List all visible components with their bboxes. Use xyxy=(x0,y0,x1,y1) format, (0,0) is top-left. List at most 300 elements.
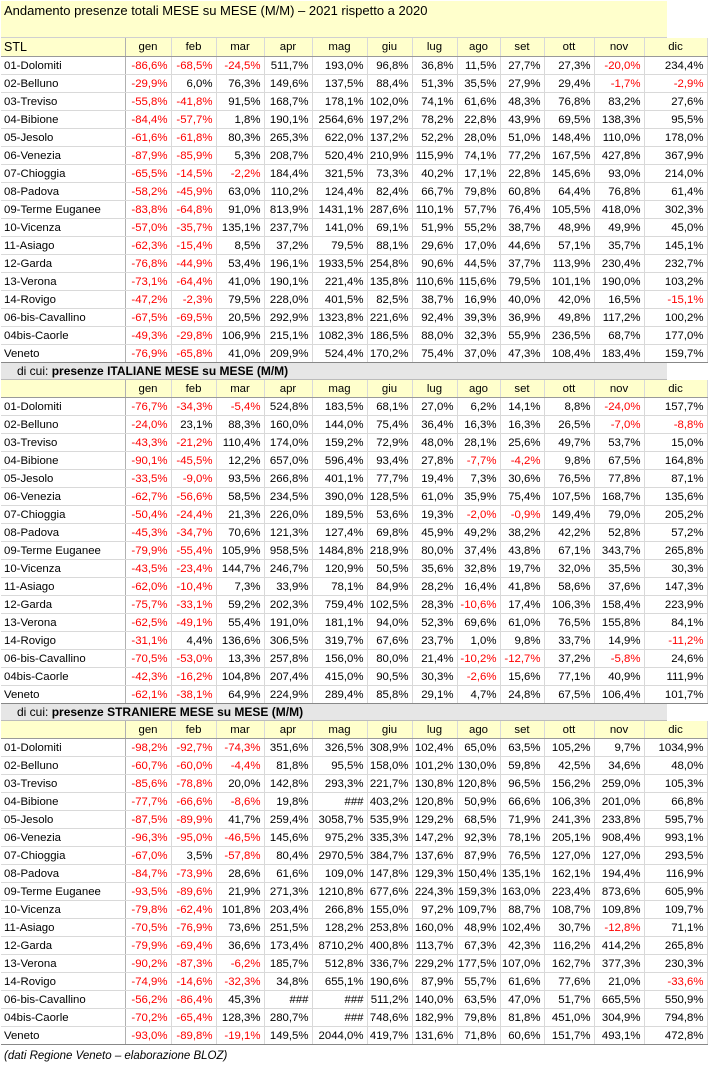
value-cell: 155,0% xyxy=(367,901,412,919)
value-cell: 596,4% xyxy=(312,452,367,470)
value-cell: -62,5% xyxy=(125,614,171,632)
month-header: feb xyxy=(171,38,216,57)
value-cell: 427,8% xyxy=(594,147,644,165)
value-cell: 48,3% xyxy=(500,93,544,111)
value-cell: 108,4% xyxy=(544,345,594,363)
month-header: mar xyxy=(216,380,264,398)
header-label xyxy=(1,380,125,398)
value-cell: 280,7% xyxy=(264,1009,312,1027)
table-row xyxy=(1,578,707,596)
value-cell: 107,0% xyxy=(500,955,544,973)
value-cell: 21,9% xyxy=(216,883,264,901)
header-label xyxy=(1,721,125,739)
value-cell: 259,0% xyxy=(594,775,644,793)
value-cell: 33,9% xyxy=(264,578,312,596)
value-cell: 319,7% xyxy=(312,632,367,650)
value-cell: -79,9% xyxy=(125,542,171,560)
value-cell: 41,0% xyxy=(216,345,264,363)
value-cell: 415,0% xyxy=(312,668,367,686)
value-cell: 178,0% xyxy=(644,129,707,147)
value-cell: 308,9% xyxy=(367,739,412,757)
value-cell: 226,0% xyxy=(264,506,312,524)
value-cell: 306,5% xyxy=(264,632,312,650)
value-cell: 149,4% xyxy=(544,506,594,524)
table-row xyxy=(1,955,707,973)
month-header: nov xyxy=(594,721,644,739)
row-label: 12-Garda xyxy=(1,937,125,955)
value-cell: 32,3% xyxy=(457,327,500,345)
value-cell: 63,0% xyxy=(216,183,264,201)
value-cell: 77,6% xyxy=(544,973,594,991)
value-cell: -67,5% xyxy=(125,309,171,327)
value-cell: 343,7% xyxy=(594,542,644,560)
row-label: 02-Belluno xyxy=(1,416,125,434)
value-cell: 28,2% xyxy=(412,578,457,596)
value-cell: 131,6% xyxy=(412,1027,457,1045)
value-cell: 14,1% xyxy=(500,398,544,416)
value-cell: 81,8% xyxy=(264,757,312,775)
value-cell: 78,1% xyxy=(312,578,367,596)
value-cell: 136,6% xyxy=(216,632,264,650)
month-header: mag xyxy=(312,380,367,398)
header-row xyxy=(1,380,707,398)
value-cell: -73,1% xyxy=(125,273,171,291)
table-row xyxy=(1,668,707,686)
value-cell: -78,8% xyxy=(171,775,216,793)
value-cell: 64,9% xyxy=(216,686,264,704)
value-cell: -67,0% xyxy=(125,847,171,865)
value-cell: -45,5% xyxy=(171,452,216,470)
value-cell: 326,5% xyxy=(312,739,367,757)
value-cell: 41,8% xyxy=(500,578,544,596)
value-cell: 2970,5% xyxy=(312,847,367,865)
value-cell: 55,4% xyxy=(216,614,264,632)
value-cell: -2,3% xyxy=(171,291,216,309)
row-label: 06-bis-Cavallino xyxy=(1,650,125,668)
value-cell: 36,4% xyxy=(412,416,457,434)
row-label: 03-Treviso xyxy=(1,93,125,111)
value-cell: 167,5% xyxy=(544,147,594,165)
row-label: 14-Rovigo xyxy=(1,291,125,309)
value-cell: -10,6% xyxy=(457,596,500,614)
table-row xyxy=(1,686,707,704)
value-cell: -56,2% xyxy=(125,991,171,1009)
value-cell: -9,0% xyxy=(171,470,216,488)
value-cell: -76,9% xyxy=(171,919,216,937)
value-cell: -8,6% xyxy=(216,793,264,811)
value-cell: 82,4% xyxy=(367,183,412,201)
value-cell: 158,0% xyxy=(367,757,412,775)
value-cell: -43,5% xyxy=(125,560,171,578)
value-cell: 61,0% xyxy=(500,614,544,632)
value-cell: 90,5% xyxy=(367,668,412,686)
value-cell: 197,2% xyxy=(367,111,412,129)
value-cell: -4,2% xyxy=(500,452,544,470)
value-cell: -55,4% xyxy=(171,542,216,560)
value-cell: 8,8% xyxy=(544,398,594,416)
value-cell: 27,3% xyxy=(544,57,594,75)
value-cell: 159,7% xyxy=(644,345,707,363)
value-cell: 145,1% xyxy=(644,237,707,255)
value-cell: 9,8% xyxy=(500,632,544,650)
value-cell: 55,2% xyxy=(457,219,500,237)
value-cell: 63,5% xyxy=(500,739,544,757)
value-cell: 16,5% xyxy=(594,291,644,309)
row-label: 04bis-Caorle xyxy=(1,668,125,686)
value-cell: 135,1% xyxy=(500,865,544,883)
value-cell: -19,1% xyxy=(216,1027,264,1045)
value-cell: 975,2% xyxy=(312,829,367,847)
value-cell: -76,7% xyxy=(125,398,171,416)
table-row xyxy=(1,793,707,811)
value-cell: -62,1% xyxy=(125,686,171,704)
value-cell: 292,9% xyxy=(264,309,312,327)
value-cell: -89,9% xyxy=(171,811,216,829)
value-cell: 993,1% xyxy=(644,829,707,847)
value-cell: 128,5% xyxy=(367,488,412,506)
value-cell: 38,2% xyxy=(500,524,544,542)
value-cell: -29,8% xyxy=(171,327,216,345)
value-cell: -76,9% xyxy=(125,345,171,363)
value-cell: 117,2% xyxy=(594,309,644,327)
value-cell: -98,2% xyxy=(125,739,171,757)
value-cell: 95,5% xyxy=(644,111,707,129)
value-cell: 110,4% xyxy=(216,434,264,452)
value-cell: 1082,3% xyxy=(312,327,367,345)
value-cell: 48,9% xyxy=(457,919,500,937)
value-cell: -57,7% xyxy=(171,111,216,129)
value-cell: 106,4% xyxy=(594,686,644,704)
value-cell: 21,4% xyxy=(412,650,457,668)
value-cell: -34,7% xyxy=(171,524,216,542)
value-cell: -64,8% xyxy=(171,201,216,219)
value-cell: 84,1% xyxy=(644,614,707,632)
value-cell: 58,5% xyxy=(216,488,264,506)
table-row xyxy=(1,327,707,345)
value-cell: -14,6% xyxy=(171,973,216,991)
value-cell: 21,0% xyxy=(594,973,644,991)
value-cell: -11,2% xyxy=(644,632,707,650)
row-label: 05-Jesolo xyxy=(1,811,125,829)
value-cell: -14,5% xyxy=(171,165,216,183)
value-cell: 511,7% xyxy=(264,57,312,75)
value-cell: 78,1% xyxy=(500,829,544,847)
value-cell: -15,4% xyxy=(171,237,216,255)
value-cell: 76,8% xyxy=(594,183,644,201)
value-cell: 1,0% xyxy=(457,632,500,650)
section-prefix: di cui: xyxy=(17,705,49,719)
value-cell: 15,0% xyxy=(644,434,707,452)
value-cell: 190,1% xyxy=(264,111,312,129)
table-row xyxy=(1,847,707,865)
value-cell: 759,4% xyxy=(312,596,367,614)
value-cell: 224,9% xyxy=(264,686,312,704)
value-cell: 110,6% xyxy=(412,273,457,291)
month-header: lug xyxy=(412,380,457,398)
value-cell: 259,4% xyxy=(264,811,312,829)
table-row xyxy=(1,488,707,506)
value-cell: 28,0% xyxy=(457,129,500,147)
value-cell: 184,4% xyxy=(264,165,312,183)
value-cell: 101,2% xyxy=(412,757,457,775)
value-cell: 151,7% xyxy=(544,1027,594,1045)
value-cell: 168,7% xyxy=(264,93,312,111)
value-cell: 9,8% xyxy=(544,452,594,470)
value-cell: 37,2% xyxy=(544,650,594,668)
value-cell: -15,1% xyxy=(644,291,707,309)
value-cell: 160,0% xyxy=(264,416,312,434)
value-cell: 50,5% xyxy=(367,560,412,578)
value-cell: 53,4% xyxy=(216,255,264,273)
value-cell: 30,7% xyxy=(544,919,594,937)
table-row xyxy=(1,309,707,327)
table-row xyxy=(1,524,707,542)
value-cell: -0,9% xyxy=(500,506,544,524)
value-cell: 33,7% xyxy=(544,632,594,650)
value-cell: 190,6% xyxy=(367,973,412,991)
value-cell: 45,9% xyxy=(412,524,457,542)
value-cell: 205,2% xyxy=(644,506,707,524)
value-cell: 111,9% xyxy=(644,668,707,686)
value-cell: 52,8% xyxy=(594,524,644,542)
value-cell: 73,3% xyxy=(367,165,412,183)
value-cell: 168,7% xyxy=(594,488,644,506)
value-cell: -87,5% xyxy=(125,811,171,829)
value-cell: 251,5% xyxy=(264,919,312,937)
value-cell: 677,6% xyxy=(367,883,412,901)
table-row xyxy=(1,919,707,937)
value-cell: 45,0% xyxy=(644,219,707,237)
value-cell: 30,3% xyxy=(644,560,707,578)
table-row xyxy=(1,93,707,111)
value-cell: 472,8% xyxy=(644,1027,707,1045)
row-label: 04bis-Caorle xyxy=(1,327,125,345)
value-cell: -76,8% xyxy=(125,255,171,273)
month-header: mar xyxy=(216,721,264,739)
value-cell: 42,5% xyxy=(544,757,594,775)
table-row xyxy=(1,506,707,524)
value-cell: 105,9% xyxy=(216,542,264,560)
value-cell: -12,7% xyxy=(500,650,544,668)
month-header: nov xyxy=(594,380,644,398)
value-cell: -10,2% xyxy=(457,650,500,668)
value-cell: 74,1% xyxy=(412,93,457,111)
value-cell: 29,1% xyxy=(412,686,457,704)
month-header: apr xyxy=(264,380,312,398)
value-cell: -46,5% xyxy=(216,829,264,847)
value-cell: 57,2% xyxy=(644,524,707,542)
value-cell: 215,1% xyxy=(264,327,312,345)
month-header: giu xyxy=(367,38,412,57)
value-cell: 71,9% xyxy=(500,811,544,829)
value-cell: 3058,7% xyxy=(312,811,367,829)
value-cell: 120,9% xyxy=(312,560,367,578)
value-cell: 208,7% xyxy=(264,147,312,165)
value-cell: 22,8% xyxy=(457,111,500,129)
row-label: 04-Bibione xyxy=(1,793,125,811)
value-cell: 7,3% xyxy=(216,578,264,596)
value-cell: 95,5% xyxy=(312,757,367,775)
month-header: feb xyxy=(171,380,216,398)
value-cell: 75,4% xyxy=(412,345,457,363)
value-cell: -90,2% xyxy=(125,955,171,973)
value-cell: 6,2% xyxy=(457,398,500,416)
value-cell: 64,4% xyxy=(544,183,594,201)
value-cell: -58,2% xyxy=(125,183,171,201)
value-cell: 96,8% xyxy=(367,57,412,75)
value-cell: 185,7% xyxy=(264,955,312,973)
value-cell: -61,8% xyxy=(171,129,216,147)
value-cell: 37,7% xyxy=(500,255,544,273)
row-label: 12-Garda xyxy=(1,255,125,273)
value-cell: 2044,0% xyxy=(312,1027,367,1045)
value-cell: 92,4% xyxy=(412,309,457,327)
value-cell: 191,0% xyxy=(264,614,312,632)
value-cell: 1484,8% xyxy=(312,542,367,560)
value-cell: 234,5% xyxy=(264,488,312,506)
value-cell: 36,8% xyxy=(412,57,457,75)
value-cell: 102,4% xyxy=(412,739,457,757)
value-cell: -34,3% xyxy=(171,398,216,416)
row-label: 08-Padova xyxy=(1,865,125,883)
value-cell: -79,8% xyxy=(125,901,171,919)
value-cell: 203,4% xyxy=(264,901,312,919)
value-cell: 63,5% xyxy=(457,991,500,1009)
value-cell: 304,9% xyxy=(594,1009,644,1027)
value-cell: 79,5% xyxy=(312,237,367,255)
table-row xyxy=(1,596,707,614)
table-row xyxy=(1,129,707,147)
value-cell: -12,8% xyxy=(594,919,644,937)
value-cell: -6,2% xyxy=(216,955,264,973)
value-cell: 158,4% xyxy=(594,596,644,614)
value-cell: 88,7% xyxy=(500,901,544,919)
value-cell: -49,1% xyxy=(171,614,216,632)
value-cell: 37,4% xyxy=(457,542,500,560)
value-cell: -77,7% xyxy=(125,793,171,811)
value-cell: 88,1% xyxy=(367,237,412,255)
value-cell: 59,8% xyxy=(500,757,544,775)
row-label: 03-Treviso xyxy=(1,775,125,793)
value-cell: -93,5% xyxy=(125,883,171,901)
value-cell: -84,4% xyxy=(125,111,171,129)
value-cell: 88,3% xyxy=(216,416,264,434)
month-header: ago xyxy=(457,721,500,739)
value-cell: -86,6% xyxy=(125,57,171,75)
value-cell: 128,2% xyxy=(312,919,367,937)
value-cell: 113,9% xyxy=(544,255,594,273)
value-cell: 1,8% xyxy=(216,111,264,129)
value-cell: 182,9% xyxy=(412,1009,457,1027)
value-cell: -24,5% xyxy=(216,57,264,75)
value-cell: 150,4% xyxy=(457,865,500,883)
row-label: 04-Bibione xyxy=(1,452,125,470)
row-label: 13-Verona xyxy=(1,273,125,291)
table-row xyxy=(1,937,707,955)
table-row xyxy=(1,829,707,847)
row-label: 11-Asiago xyxy=(1,237,125,255)
value-cell: 80,4% xyxy=(264,847,312,865)
value-cell: 51,7% xyxy=(544,991,594,1009)
value-cell: -96,3% xyxy=(125,829,171,847)
value-cell: 27,6% xyxy=(644,93,707,111)
value-cell: -66,6% xyxy=(171,793,216,811)
value-cell: -62,0% xyxy=(125,578,171,596)
table-row xyxy=(1,542,707,560)
value-cell: 26,5% xyxy=(544,416,594,434)
month-header: mar xyxy=(216,38,264,57)
month-header: ago xyxy=(457,38,500,57)
value-cell: 162,1% xyxy=(544,865,594,883)
value-cell: 32,8% xyxy=(457,560,500,578)
value-cell: 59,2% xyxy=(216,596,264,614)
value-cell: 1323,8% xyxy=(312,309,367,327)
value-cell: -84,7% xyxy=(125,865,171,883)
value-cell: 73,6% xyxy=(216,919,264,937)
month-header: ott xyxy=(544,721,594,739)
value-cell: -62,3% xyxy=(125,237,171,255)
value-cell: -62,7% xyxy=(125,488,171,506)
table-row xyxy=(1,398,707,416)
value-cell: -33,6% xyxy=(644,973,707,991)
data-table xyxy=(1,38,708,363)
value-cell: 42,3% xyxy=(500,937,544,955)
value-cell: 595,7% xyxy=(644,811,707,829)
table-row xyxy=(1,614,707,632)
month-header: giu xyxy=(367,380,412,398)
value-cell: 414,2% xyxy=(594,937,644,955)
value-cell: 93,4% xyxy=(367,452,412,470)
value-cell: 813,9% xyxy=(264,201,312,219)
value-cell: 265,3% xyxy=(264,129,312,147)
value-cell: 74,1% xyxy=(457,147,500,165)
value-cell: 120,8% xyxy=(457,775,500,793)
value-cell: 194,4% xyxy=(594,865,644,883)
row-label: Veneto xyxy=(1,686,125,704)
value-cell: 140,0% xyxy=(412,991,457,1009)
data-table xyxy=(1,721,708,1045)
value-cell: ### xyxy=(264,991,312,1009)
table-row xyxy=(1,183,707,201)
value-cell: 79,8% xyxy=(457,183,500,201)
section-prefix: di cui: xyxy=(17,364,49,378)
value-cell: 65,0% xyxy=(457,739,500,757)
value-cell: -50,4% xyxy=(125,506,171,524)
row-label: 05-Jesolo xyxy=(1,470,125,488)
value-cell: 34,8% xyxy=(264,973,312,991)
value-cell: 20,0% xyxy=(216,775,264,793)
value-cell: 241,3% xyxy=(544,811,594,829)
value-cell: 67,3% xyxy=(457,937,500,955)
value-cell: 511,2% xyxy=(367,991,412,1009)
value-cell: 76,8% xyxy=(544,93,594,111)
value-cell: 748,6% xyxy=(367,1009,412,1027)
value-cell: 93,0% xyxy=(594,165,644,183)
value-cell: 77,7% xyxy=(367,470,412,488)
value-cell: -92,7% xyxy=(171,739,216,757)
value-cell: 87,9% xyxy=(412,973,457,991)
value-cell: 44,5% xyxy=(457,255,500,273)
value-cell: 37,6% xyxy=(594,578,644,596)
value-cell: 22,8% xyxy=(500,165,544,183)
table-row xyxy=(1,75,707,93)
value-cell: 35,6% xyxy=(412,560,457,578)
value-cell: 66,7% xyxy=(412,183,457,201)
value-cell: 110,1% xyxy=(412,201,457,219)
value-cell: 130,8% xyxy=(412,775,457,793)
value-cell: 164,8% xyxy=(644,452,707,470)
value-cell: 50,9% xyxy=(457,793,500,811)
